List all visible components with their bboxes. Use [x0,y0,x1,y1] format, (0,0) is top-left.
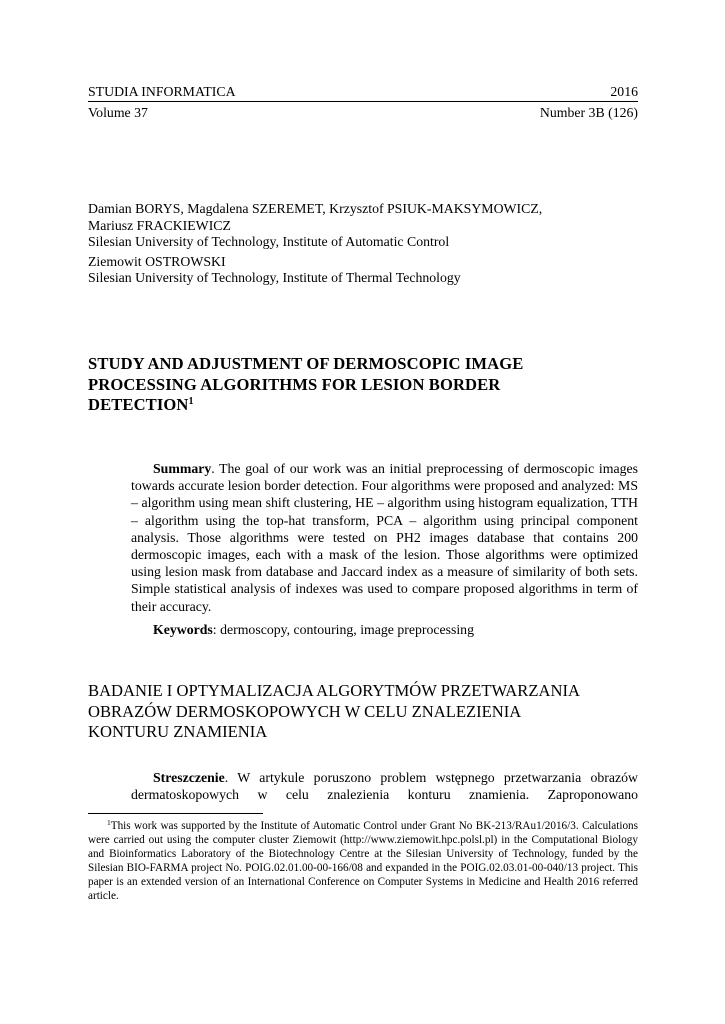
polish-title [88,681,648,743]
running-header [88,83,638,100]
authors-line: Ziemowit OSTROWSKI [88,253,226,269]
title-line: DETECTION$^1$ [88,395,194,414]
footnote-text: This work was supported by the Institute of Automatic Control under Grant No BK-213/RAu1/2016/3. Calculations were carried out using the computer cluster Ziemowit (http://www.ziemowit.hpc.polsl.pl) in the Computational Biology and Bioinformatics Laboratory of the Biotechnology Centre at the Silesian University of Technology, funded by the Silesian BIO-FARMA project No. POIG.02.01.00-00-166/08 and expanded in the POIG.02.03.01-00-040/13 project. This paper is an extended version of an International Conference on Computer Systems in Medicine and Health 2016 referred article. [88,820,638,902]
header-rule [88,101,638,102]
title-line: BADANIE I OPTYMALIZACJA ALGORYTMÓW PRZETWARZANIA [88,681,580,700]
journal-year: 2016 [610,84,638,99]
footnote-number: 1 [107,818,111,827]
title-line: OBRAZÓW DERMOSKOPOWYCH W CELU ZNALEZIENIA [88,701,522,721]
polish-abstract-line: dermatoskopowych w celu znalezienia konturu znamienia. Zaproponowano [131,787,638,802]
paper-title [88,354,648,416]
title-line: STUDY AND ADJUSTMENT OF DERMOSCOPIC IMAGE [88,354,524,373]
summary-block [131,460,638,615]
affiliation: Silesian University of Technology, Institute of Thermal Technology [88,270,461,285]
keywords-label: Keywords [153,622,213,637]
polish-abstract-line: Streszczenie. W artykule poruszono problem wstępnego przetwarzania obrazów [153,770,638,785]
affiliation: Silesian University of Technology, Institute of Automatic Control [88,234,450,249]
footnote [88,820,638,903]
journal-name: STUDIA INFORMATICA [88,84,236,99]
authors-block [88,201,648,287]
authors-line: Mariusz FRACKIEWICZ [88,217,231,233]
streszczenie-label: Streszczenie [153,770,225,785]
summary-text: . The goal of our work was an initial preprocessing of dermoscopic images towards accurate lesion border detection. Four algorithms were proposed and analyzed: MS – algorithm using mean shift clustering, HE – algorithm using histogram equalization, TTH – algorithm using the top-hat transform, PCA – algorithm using principal component analysis. Those algorithms were tested on PH2 images database that contains 200 dermoscopic images, each with a mask of the lesion. Those algorithms were optimized using lesion mask from database and Jaccard index as a measure of similarity of both sets. Simple statistical analysis of indexes was used to compare proposed algorithms in term of their accuracy. [131,461,638,614]
issue-line [88,104,638,121]
footnote-rule [88,813,263,814]
summary-label: Summary [153,461,212,476]
footnote-mark: 1 [188,396,194,407]
title-line: PROCESSING ALGORITHMS FOR LESION BORDER [88,374,501,394]
authors-line: Damian BORYS, Magdalena SZEREMET, Krzysztof PSIUK-MAKSYMOWICZ, [88,201,543,216]
keywords-line [131,621,638,638]
keywords-text: : dermoscopy, contouring, image preprocessing [212,622,474,637]
volume: Volume 37 [88,105,148,120]
issue-number: Number 3B (126) [539,105,638,120]
title-line: KONTURU ZNAMIENIA [88,722,268,741]
